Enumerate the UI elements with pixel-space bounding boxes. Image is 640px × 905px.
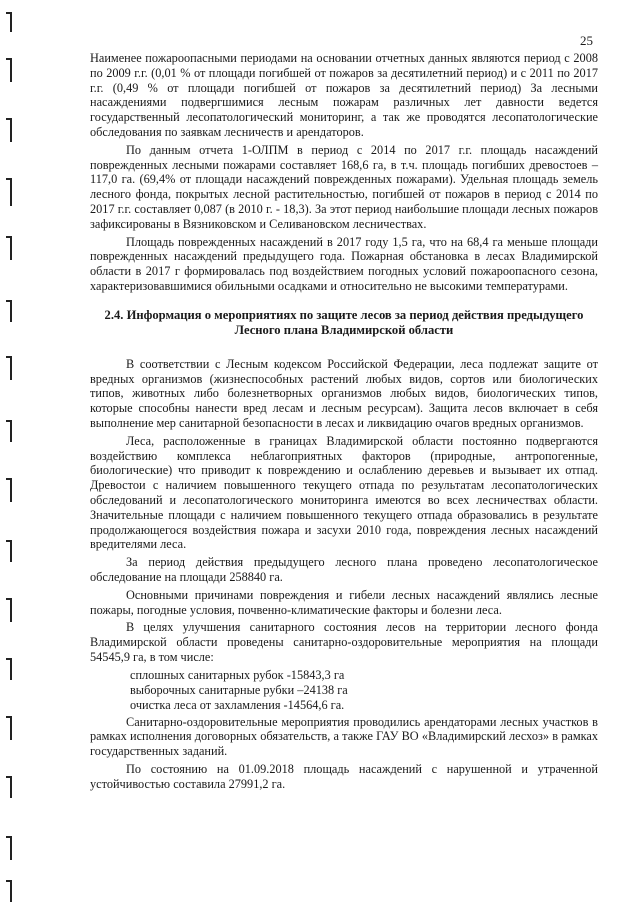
paragraph: Наименее пожароопасными периодами на основании отчетных данных являются период с 2008 по 2009 г.г. (0,01 % от площади погибшей от пожаров за десятилетний период) и с 2011 по 2017 г.г. (0,49 % от площади погибшей от пожаров за десятилетний период) За лесными насаждениями подвергшимися лесным пожарам различных лет давности ведется государственный лесопатологический мониторинг, а так же проводятся лесопатологические обследования по заявкам лесничеств и арендаторов. [90,51,598,139]
measures-list [90,668,598,713]
paragraph: Санитарно-оздоровительные мероприятия проводились арендаторами лесных участков в рамках исполнения договорных обязательств, а также ГАУ ВО «Владимирский лесхоз» в рамках государственных заданий. [90,714,598,759]
paragraph: По данным отчета 1-ОЛПМ в период с 2014 по 2017 г.г. площадь насаждений поврежденных лесными пожарами составляет 168,6 га, в т.ч. площадь погибших древостоев – 117,0 га. (69,4% от площади насаждений поврежденных пожарами). Удельная площадь земель лесного фонда, покрытых лесной растительностью, погибшей от пожаров в период с 2014 по 2017 г.г. составляет 0,087 (в 2010 г. - 18,3). За этот период наибольшие площади лесных пожаров зафиксированы в Вязниковском и Селивановском лесничествах. [90,142,598,231]
page-number: 25 [580,33,593,48]
paragraph: В целях улучшения санитарного состояния лесов на территории лесного фонда Владимирской области проведены санитарно-оздоровительные мероприятия на площади 54545,9 га, в том числе: [90,620,598,664]
list-item: сплошных санитарных рубок -15843,3 га [130,667,345,682]
paragraph: Площадь поврежденных насаждений в 2017 году 1,5 га, что на 68,4 га меньше площади поврежденных насаждений предыдущего года. Пожарная обстановка в лесах Владимирской области в 2017 г формировалась под воздействием погодных условий пожароопасного сезона, характеризовавшимися обильными осадками и относительно не высокими температурами. [90,234,598,293]
binding-marks [0,0,22,905]
paragraph: За период действия предыдущего лесного плана проведено лесопатологическое обследование на площади 258840 га. [90,555,598,584]
paragraph: В соответствии с Лесным кодексом Российской Федерации, леса подлежат защите от вредных организмов (жизнеспособных растений любых видов, сортов или биологических типов, животных либо болезнетворных организмов любых видов, биологических типов, которые способны нанести вред лесам и лесным ресурсам). Защита лесов включает в себя выполнение мер санитарной безопасности в лесах и ликвидацию очагов вредных организмов. [90,356,598,430]
document-body [90,51,598,795]
section-heading: 2.4. Информация о мероприятиях по защите лесов за период действия предыдущего Лесного плана Владимирской области [104,307,584,337]
list-item: выборочных санитарные рубки –24138 га [130,682,348,697]
paragraph: Леса, расположенные в границах Владимирской области постоянно подвергаются воздействию комплекса неблагоприятных факторов (природные, антропогенные, биологические) что приводит к повреждению и ослаблению деревьев и вызывает их отпад. Древостои с наличием повышенного текущего отпада по результатам лесопатологических обследований и лесопатологического мониторинга имеются во всех лесничествах области. Значительные площади с наличием повышенного текущего отпада образовались в результате продолжающегося воздействия пожара и засухи 2010 года, повреждения лесных насаждений вредителями леса. [90,433,598,552]
paragraph: Основными причинами повреждения и гибели лесных насаждений являлись лесные пожары, погодные условия, почвенно-климатические факторы и болезни леса. [90,587,598,617]
paragraph: По состоянию на 01.09.2018 площадь насаждений с нарушенной и утраченной устойчивостью составила 27991,2 га. [90,762,598,791]
list-item: очистка леса от захламления -14564,6 га. [130,697,345,712]
